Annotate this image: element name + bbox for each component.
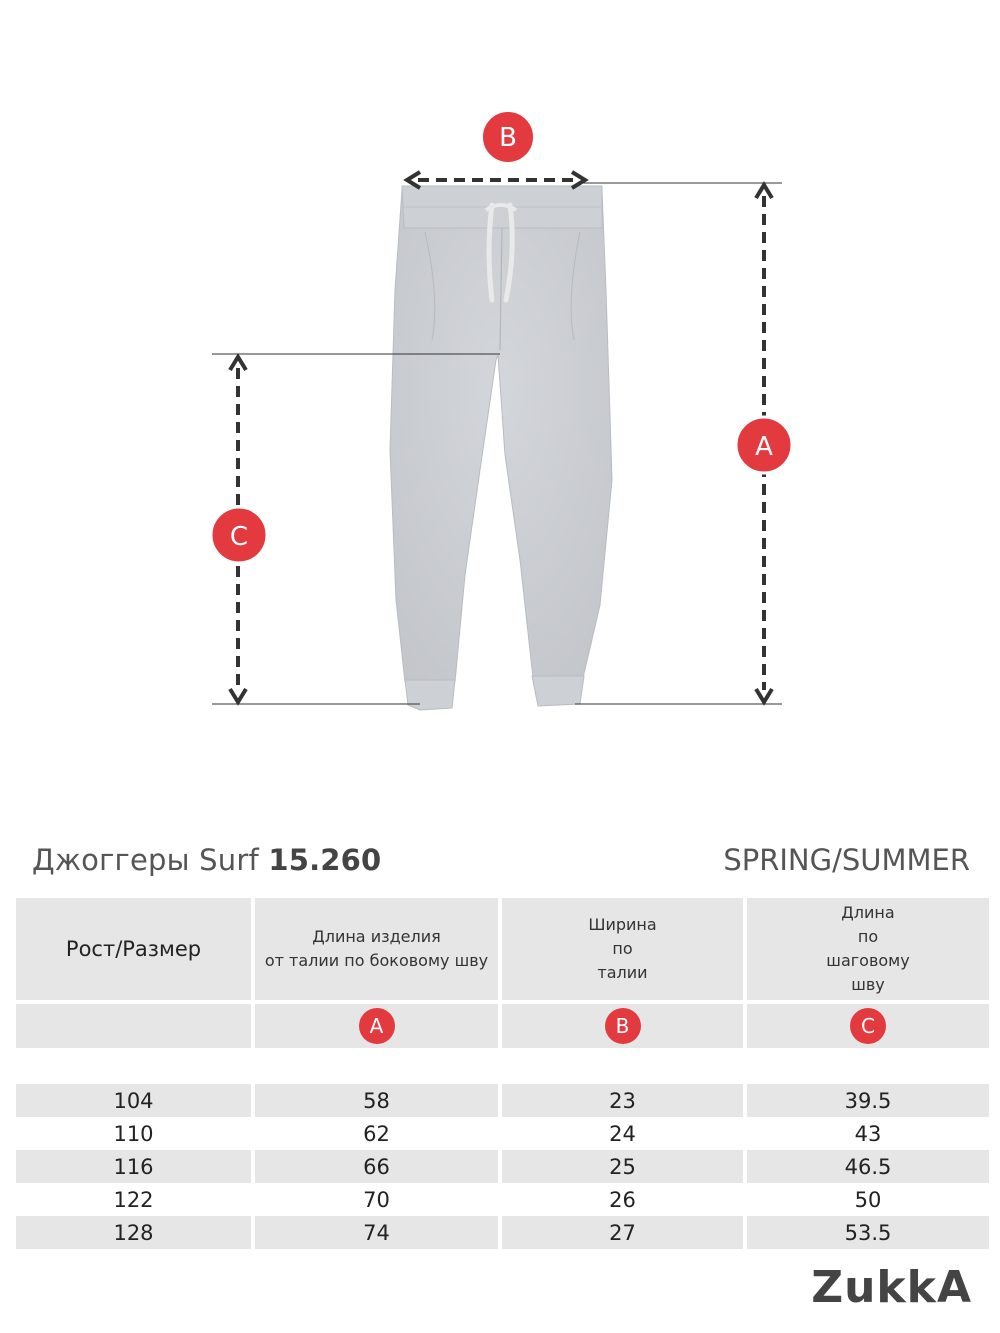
header-line: Длина bbox=[841, 903, 895, 922]
cell-c: 46.5 bbox=[747, 1150, 989, 1183]
cell-a: 74 bbox=[255, 1216, 498, 1249]
header-line: Ширина bbox=[588, 915, 657, 934]
cell-size: 110 bbox=[16, 1117, 251, 1150]
badge-small-a: A bbox=[359, 1008, 395, 1044]
badge-a bbox=[736, 417, 792, 473]
table-header-row bbox=[16, 898, 989, 1000]
cell-a: 70 bbox=[255, 1183, 498, 1216]
cell-c: 43 bbox=[747, 1117, 989, 1150]
product-title bbox=[32, 843, 381, 877]
cell-c: 39.5 bbox=[747, 1084, 989, 1117]
header-length-side bbox=[255, 898, 498, 1000]
header-line: Длина изделия bbox=[312, 927, 441, 946]
header-waist-width bbox=[502, 898, 743, 1000]
badge-b-label: B bbox=[499, 123, 517, 153]
cell-b: 23 bbox=[502, 1084, 743, 1117]
badge-c bbox=[211, 507, 267, 563]
cell-c: 53.5 bbox=[747, 1216, 989, 1249]
title-row bbox=[32, 843, 970, 887]
cell-size: 128 bbox=[16, 1216, 251, 1249]
cell-b: 25 bbox=[502, 1150, 743, 1183]
cell-c: 50 bbox=[747, 1183, 989, 1216]
header-line: от талии по боковому шву bbox=[264, 951, 489, 970]
cell-b: 26 bbox=[502, 1183, 743, 1216]
header-line: шаговому bbox=[826, 951, 910, 970]
header-line: по bbox=[612, 939, 633, 958]
table-row bbox=[16, 1150, 989, 1183]
header-line: шву bbox=[851, 975, 885, 994]
header-inseam-length bbox=[747, 898, 989, 1000]
table-row bbox=[16, 1216, 989, 1249]
cell-b: 27 bbox=[502, 1216, 743, 1249]
table-row bbox=[16, 1183, 989, 1216]
brand-logo: ZukkA bbox=[811, 1262, 972, 1313]
cell-a: 58 bbox=[255, 1084, 498, 1117]
product-name: Джоггеры Surf bbox=[32, 843, 259, 877]
table-row bbox=[16, 1117, 989, 1150]
size-table bbox=[16, 898, 989, 1249]
letter-cell-b bbox=[502, 1004, 743, 1048]
header-line: талии bbox=[597, 963, 648, 982]
cell-b: 24 bbox=[502, 1117, 743, 1150]
badge-a-label: A bbox=[755, 432, 773, 462]
table-body bbox=[16, 1084, 989, 1249]
cell-a: 62 bbox=[255, 1117, 498, 1150]
table-row bbox=[16, 1084, 989, 1117]
badge-small-c: C bbox=[850, 1008, 886, 1044]
table-letter-row bbox=[16, 1004, 989, 1048]
product-code: 15.260 bbox=[268, 843, 382, 877]
badge-c-label: C bbox=[229, 522, 249, 552]
header-size: Рост/Размер bbox=[16, 898, 251, 1000]
letter-cell-empty bbox=[16, 1004, 251, 1048]
badge-b bbox=[482, 111, 534, 163]
cell-size: 116 bbox=[16, 1150, 251, 1183]
cell-size: 104 bbox=[16, 1084, 251, 1117]
letter-cell-a bbox=[255, 1004, 498, 1048]
header-line: по bbox=[857, 927, 879, 946]
jogger-pants-illustration bbox=[390, 186, 612, 710]
cell-a: 66 bbox=[255, 1150, 498, 1183]
season-label: SPRING/SUMMER bbox=[723, 843, 970, 877]
letter-cell-c bbox=[747, 1004, 989, 1048]
cell-size: 122 bbox=[16, 1183, 251, 1216]
badge-small-b: B bbox=[605, 1008, 641, 1044]
